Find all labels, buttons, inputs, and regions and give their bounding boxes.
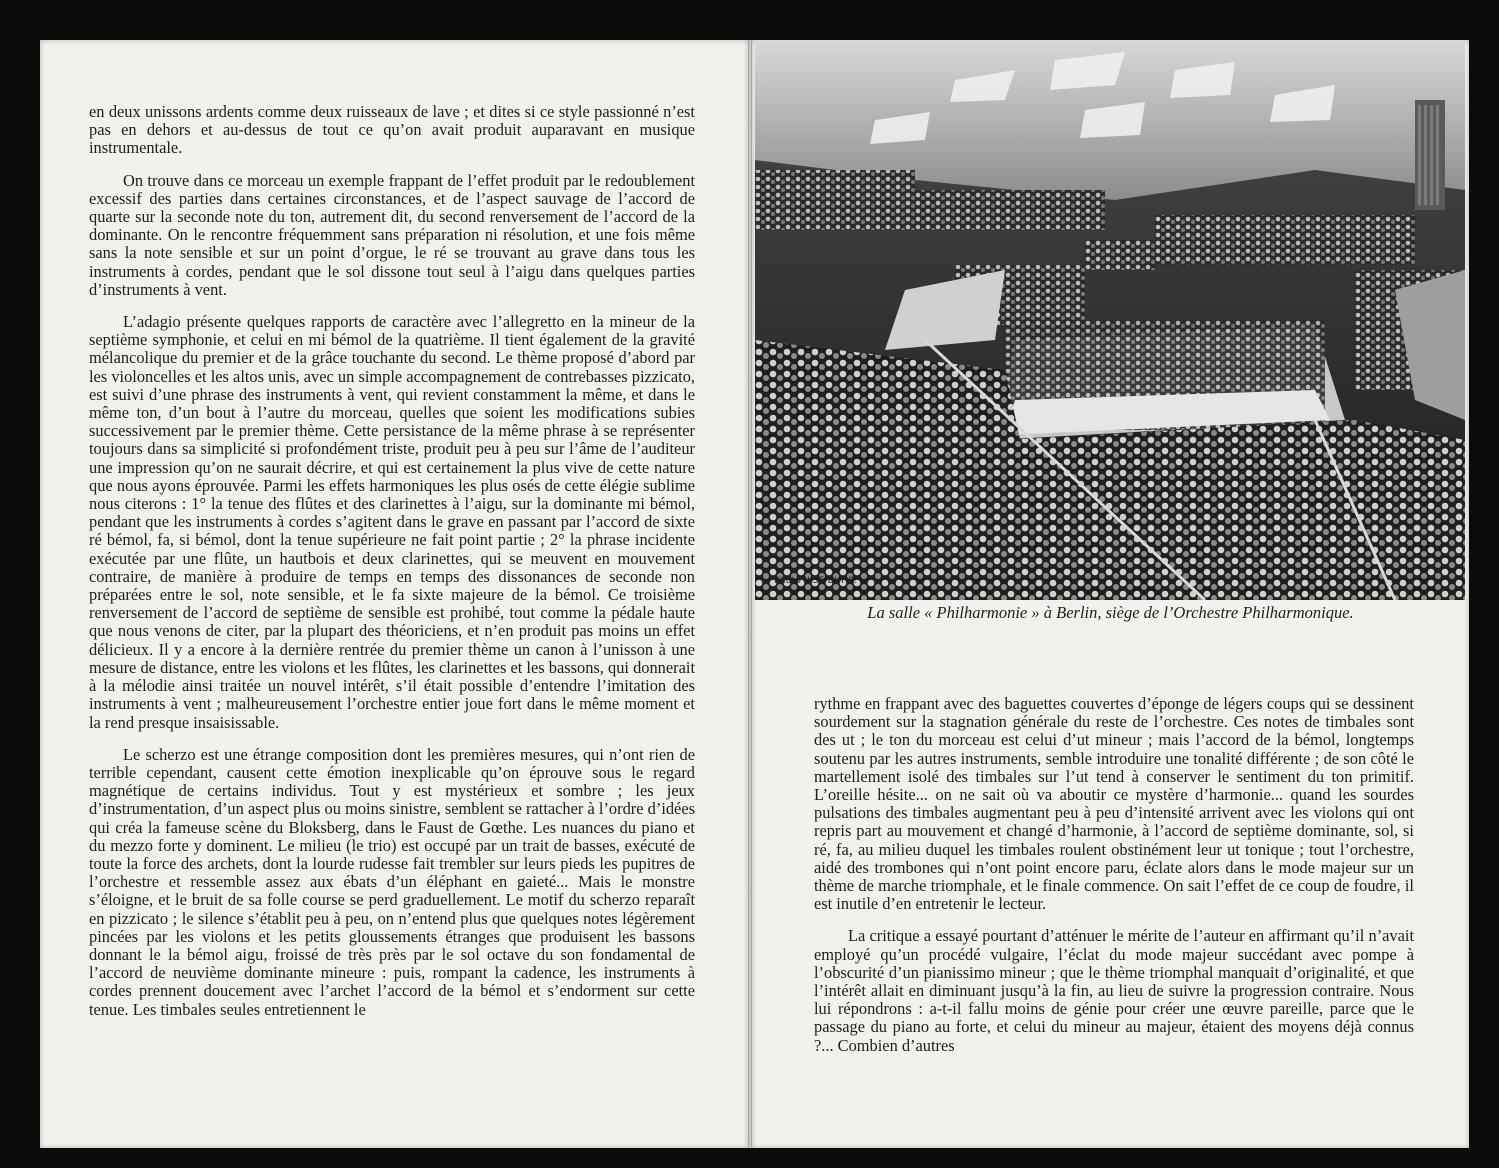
photo-credit: Photo ILSE BUHS. bbox=[774, 576, 858, 586]
paragraph: rythme en frappant avec des baguettes couvertes d’éponge de légers coups qui se dessinent sourdement sur la stagnation générale du reste de l’orchestre. Ces notes de timbales sont des ut ; le ton du morceau est celui d’ut mineur ; mais l’accord de la bémol, longtemps soutenu par les autres instruments, semble introduire une tonalité différente ; de son côté le martellement isolé des timbales sur l’ut tend à conserver le sentiment du ton primitif. L’oreille hésite... on ne sait où va aboutir ce mystère d’harmonie... quand les sourdes pulsations des timbales augmentant peu à peu d’intensité arrivent avec les violons qui ont repris part au mouvement et changé d’harmonie, à l’accord de septième dominante, sol, si ré, fa, au milieu duquel les timbales roulent obstinément leur ut tonique ; tout l’orchestre, aidé des trombones qui n’ont point encore paru, éclate alors dans le mode majeur sur un thème de marche triomphale, et le finale commence. On sait l’effet de ce coup de foudre, il est inutile d’en entretenir le lecteur. bbox=[814, 694, 1414, 914]
right-page-text bbox=[814, 695, 1414, 1069]
paragraph: Le scherzo est une étrange composition dont les premières mesures, qui n’ont rien de terrible cependant, causent cette émotion inexplicable qu’on éprouve sous le regard magnétique de certains individus. Tout y est mystérieux et sombre ; les jeux d’instrumentation, d’un aspect plus ou moins sinistre, semblent se rattacher à l’ordre d’idées qui créa la fameuse scène du Bloksberg, dans le Faust de Gœthe. Les nuances du piano et du mezzo forte y dominent. Le milieu (le trio) est occupé par un trait de basses, exécuté de toute la force des archets, dont la lourde rudesse fait trembler sur leurs pieds les pupitres de l’orchestre et ressemble assez aux ébats d’un éléphant en gaieté... Mais le monstre s’éloigne, et le bruit de sa folle course se perd graduellement. Le motif du scherzo reparaît en pizzicato ; le silence s’établit peu à peu, on n’entend plus que quelques notes légèrement pincées par les violons et les petits gloussements étranges que produisent les bassons donnant le la bémol aigu, froissé de très près par le sol octave du son fondamental de l’accord de neuvième dominante mineure : puis, rompant la cadence, les instruments à cordes prennent doucement avec l’archet l’accord de la bémol et s’endorment sur cette tenue. Les timbales seules entretiennent le bbox=[89, 744, 695, 1019]
left-page bbox=[40, 40, 748, 1148]
concert-hall-photo bbox=[755, 40, 1465, 600]
paragraph: La critique a essayé pourtant d’atténuer le mérite de l’auteur en affirmant qu’il n’avait employé qu’un procédé vulgaire, l’éclat du mode majeur succédant avec pompe à l’obscurité d’un pianissimo mineur ; que le thème triomphal manquait d’originalité, et que l’intérêt allait en diminuant jusqu’à la fin, au lieu de suivre la progression contraire. Nous lui répondrons : a-t-il fallu moins de génie pour créer une œuvre pareille, parce que le passage du piano au forte, et celui du mineur au majeur, étaient des moyens déjà connus ?... Combien d’autres bbox=[814, 926, 1414, 1055]
paragraph: en deux unissons ardents comme deux ruisseaux de lave ; et dites si ce style passionné n’est pas en dehors et au-dessus de tout ce qu’on avait produit auparavant en musique instrumentale. bbox=[89, 102, 695, 158]
paragraph: L’adagio présente quelques rapports de caractère avec l’allegretto en la mineur de la septième symphonie, et celui en mi bémol de la quatrième. Il tient également de la gravité mélancolique du premier et de la grâce touchante du second. Le thème proposé d’abord par les violoncelles et les altos unis, avec un simple accompagnement de contrebasses pizzicato, est suivi d’une phrase des instruments à vent, qui revient constamment la même, et dans le même ton, d’un bout à l’autre du morceau, quelles que soient les modifications subies successivement par le premier thème. Cette persistance de la même phrase à se représenter toujours dans sa simplicité si profondément triste, produit peu à peu sur l’âme de l’auditeur une impression qu’on ne saurait décrire, et qui est certainement la plus vive de cette nature que nous ayons éprouvée. Parmi les effets harmoniques les plus osés de cette élégie sublime nous citerons : 1° la tenue des flûtes et des clarinettes à l’aigu, sur la dominante mi bémol, pendant que les instruments à cordes s’agitent dans le grave en passant par l’accord de sixte ré bémol, fa, si bémol, dont la tenue supérieure ne fait point partie ; 2° la phrase incidente exécutée par une flûte, un hautbois et deux clarinettes, qui se meuvent en mouvement contraire, de manière à produire de temps en temps des dissonances de seconde non préparées entre le sol, note sensible, et le fa sixte majeure de la bémol. Ce troisième renversement de l’accord de septième de sensible est prohibé, tout comme la pédale haute que nous venons de citer, par la plupart des théoriciens, et n’en produit pas moins un effet délicieux. Il y a encore à la dernière rentrée du premier thème un canon à l’unisson à une mesure de distance, entre les violons et les flûtes, les clarinettes et les bassons, qui donnerait à la mélodie ainsi traitée un nouvel intérêt, s’il était possible d’entendre l’imitation des instruments à vent ; malheureusement l’orchestre entier joue fort dans le même moment et la rend presque insaisissable. bbox=[89, 312, 695, 732]
left-page-text bbox=[89, 103, 695, 1033]
concert-hall-illustration bbox=[755, 40, 1465, 600]
photo-caption: La salle « Philharmonie » à Berlin, siège de l’Orchestre Philharmonique. bbox=[867, 603, 1354, 622]
right-page bbox=[752, 40, 1469, 1148]
paragraph: On trouve dans ce morceau un exemple frappant de l’effet produit par le redoublement excessif des parties dans certaines circonstances, et de l’aspect sauvage de l’accord de quarte sur la seconde note du ton, autrement dit, du second renversement de l’accord de la dominante. On le rencontre fréquemment sans préparation ni résolution, et une fois même sans la note sensible et sur un point d’orgue, le ré se trouvant au grave dans tous les instruments à cordes, pendant que le sol dissone tout seul à l’aigu dans quelques parties d’instruments à vent. bbox=[89, 170, 695, 299]
